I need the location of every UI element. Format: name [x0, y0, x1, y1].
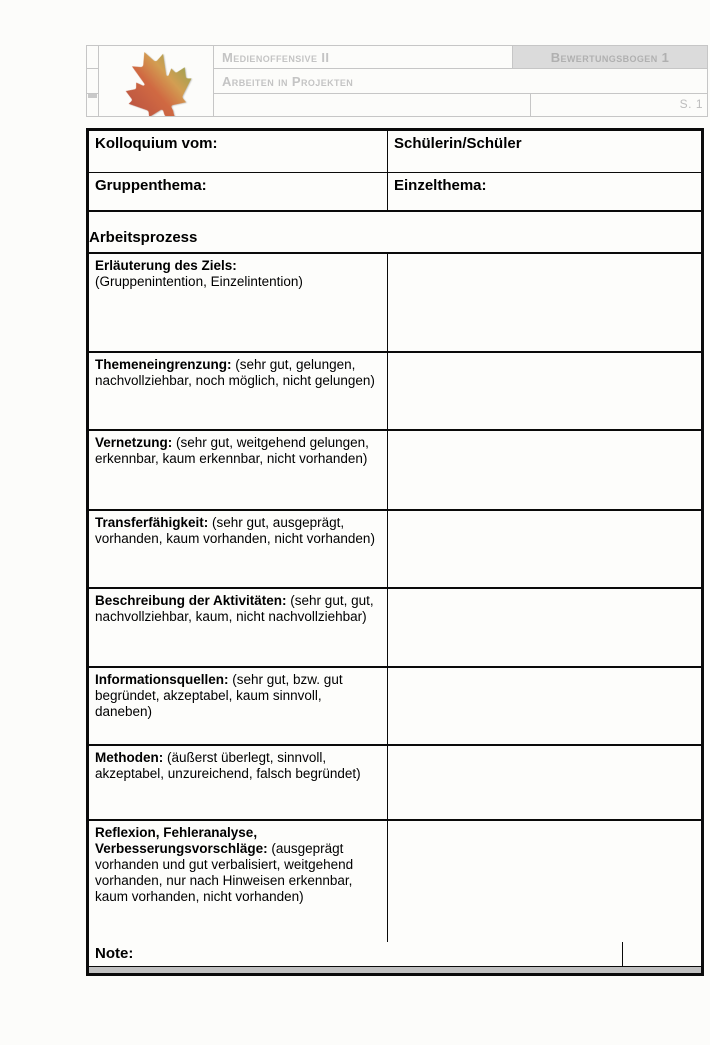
group-theme-cell	[89, 173, 388, 210]
criterion-score-cell	[388, 353, 701, 429]
criterion-score-cell	[388, 821, 701, 942]
criterion-label: Themeneingrenzung:	[95, 357, 232, 372]
theme-row	[89, 173, 701, 212]
grade-row	[89, 942, 701, 967]
criterion-score-cell	[388, 511, 701, 587]
criterion-label: Methoden:	[95, 750, 164, 765]
criterion-label-cell	[89, 353, 388, 429]
criterion-label: Informationsquellen:	[95, 672, 229, 687]
section-header-cell	[89, 229, 197, 252]
criterion-label-cell	[89, 511, 388, 587]
criterion-scale: (sehr gut, ausgeprägt, vorhanden, kaum vorhanden, nicht vorhanden)	[95, 515, 375, 546]
criterion-label-cell	[89, 431, 388, 509]
individual-theme-label: Einzelthema:	[394, 177, 487, 194]
criterion-row	[89, 589, 701, 668]
criterion-scale: (sehr gut, gelungen, nachvollziehbar, noch möglich, nicht gelungen)	[95, 357, 375, 388]
section-header-row	[89, 212, 701, 254]
section-title: Arbeitsprozess	[89, 229, 198, 246]
program-title: Medienoffensive II	[222, 50, 330, 65]
page-number: S. 1	[679, 97, 703, 111]
program-subtitle: Arbeiten in Projekten	[222, 74, 354, 89]
criterion-label-cell	[89, 746, 388, 819]
criteria-rows	[89, 254, 701, 942]
colloquium-date-label: Kolloquium vom:	[95, 135, 218, 152]
criterion-score-cell	[388, 254, 701, 351]
criterion-row	[89, 746, 701, 821]
criterion-label: Transferfähigkeit:	[95, 515, 209, 530]
evaluation-form-table	[86, 128, 704, 976]
student-name-label: Schülerin/Schüler	[394, 135, 522, 152]
page-number-cell	[530, 93, 708, 117]
criterion-label: Erläuterung des Ziels:	[95, 258, 237, 273]
colloquium-date-cell	[89, 131, 388, 172]
criterion-label: Reflexion, Fehleranalyse, Verbesserungsvorschläge:	[95, 825, 268, 856]
criterion-scale: (ausgeprägt vorhanden und gut verbalisiert, weitgehend vorhanden, nur nach Hinweisen erkennbar, kaum vorhanden, nicht vorhanden)	[95, 841, 354, 904]
group-theme-label: Gruppenthema:	[95, 177, 207, 194]
individual-theme-cell	[388, 173, 701, 210]
criterion-label: Beschreibung der Aktivitäten:	[95, 593, 287, 608]
criterion-row	[89, 821, 701, 942]
criterion-label-cell	[89, 668, 388, 744]
colloquium-row	[89, 131, 701, 173]
criterion-scale: (sehr gut, gut, nachvollziehbar, kaum, nicht nachvollziehbar)	[95, 593, 374, 624]
sheet-badge-label: Bewertungsbogen 1	[550, 50, 670, 65]
letterhead-empty-cell	[213, 93, 531, 117]
criterion-row	[89, 353, 701, 431]
criterion-score-cell	[388, 431, 701, 509]
criterion-row	[89, 668, 701, 746]
sheet-badge	[512, 45, 708, 69]
criterion-scale: (äußerst überlegt, sinnvoll, akzeptabel, unzureichend, falsch begründet)	[95, 750, 361, 781]
program-subtitle-cell	[213, 68, 708, 94]
program-title-cell	[213, 45, 513, 69]
letterhead	[86, 45, 708, 117]
grade-label-cell	[89, 942, 623, 966]
criterion-label-cell	[89, 254, 388, 351]
student-name-cell	[388, 131, 701, 172]
criterion-scale: (sehr gut, weitgehend gelungen, erkennbar, kaum erkennbar, nicht vorhanden)	[95, 435, 369, 466]
bottom-gray-bar	[89, 967, 701, 973]
criterion-scale: (sehr gut, bzw. gut begründet, akzeptabel, kaum sinnvoll, daneben)	[95, 672, 343, 719]
criterion-label-cell	[89, 821, 388, 942]
criterion-row	[89, 511, 701, 589]
criterion-row	[89, 431, 701, 511]
criterion-label: Vernetzung:	[95, 435, 173, 450]
criterion-score-cell	[388, 668, 701, 744]
criterion-scale: (Gruppenintention, Einzelintention)	[95, 274, 303, 289]
gray-tick	[88, 94, 97, 98]
criterion-score-cell	[388, 589, 701, 666]
criterion-row	[89, 254, 701, 353]
criterion-label-cell	[89, 589, 388, 666]
logo-cell	[98, 45, 214, 117]
criterion-score-cell	[388, 746, 701, 819]
grade-label: Note:	[95, 945, 134, 962]
grade-value-cell	[623, 942, 701, 966]
